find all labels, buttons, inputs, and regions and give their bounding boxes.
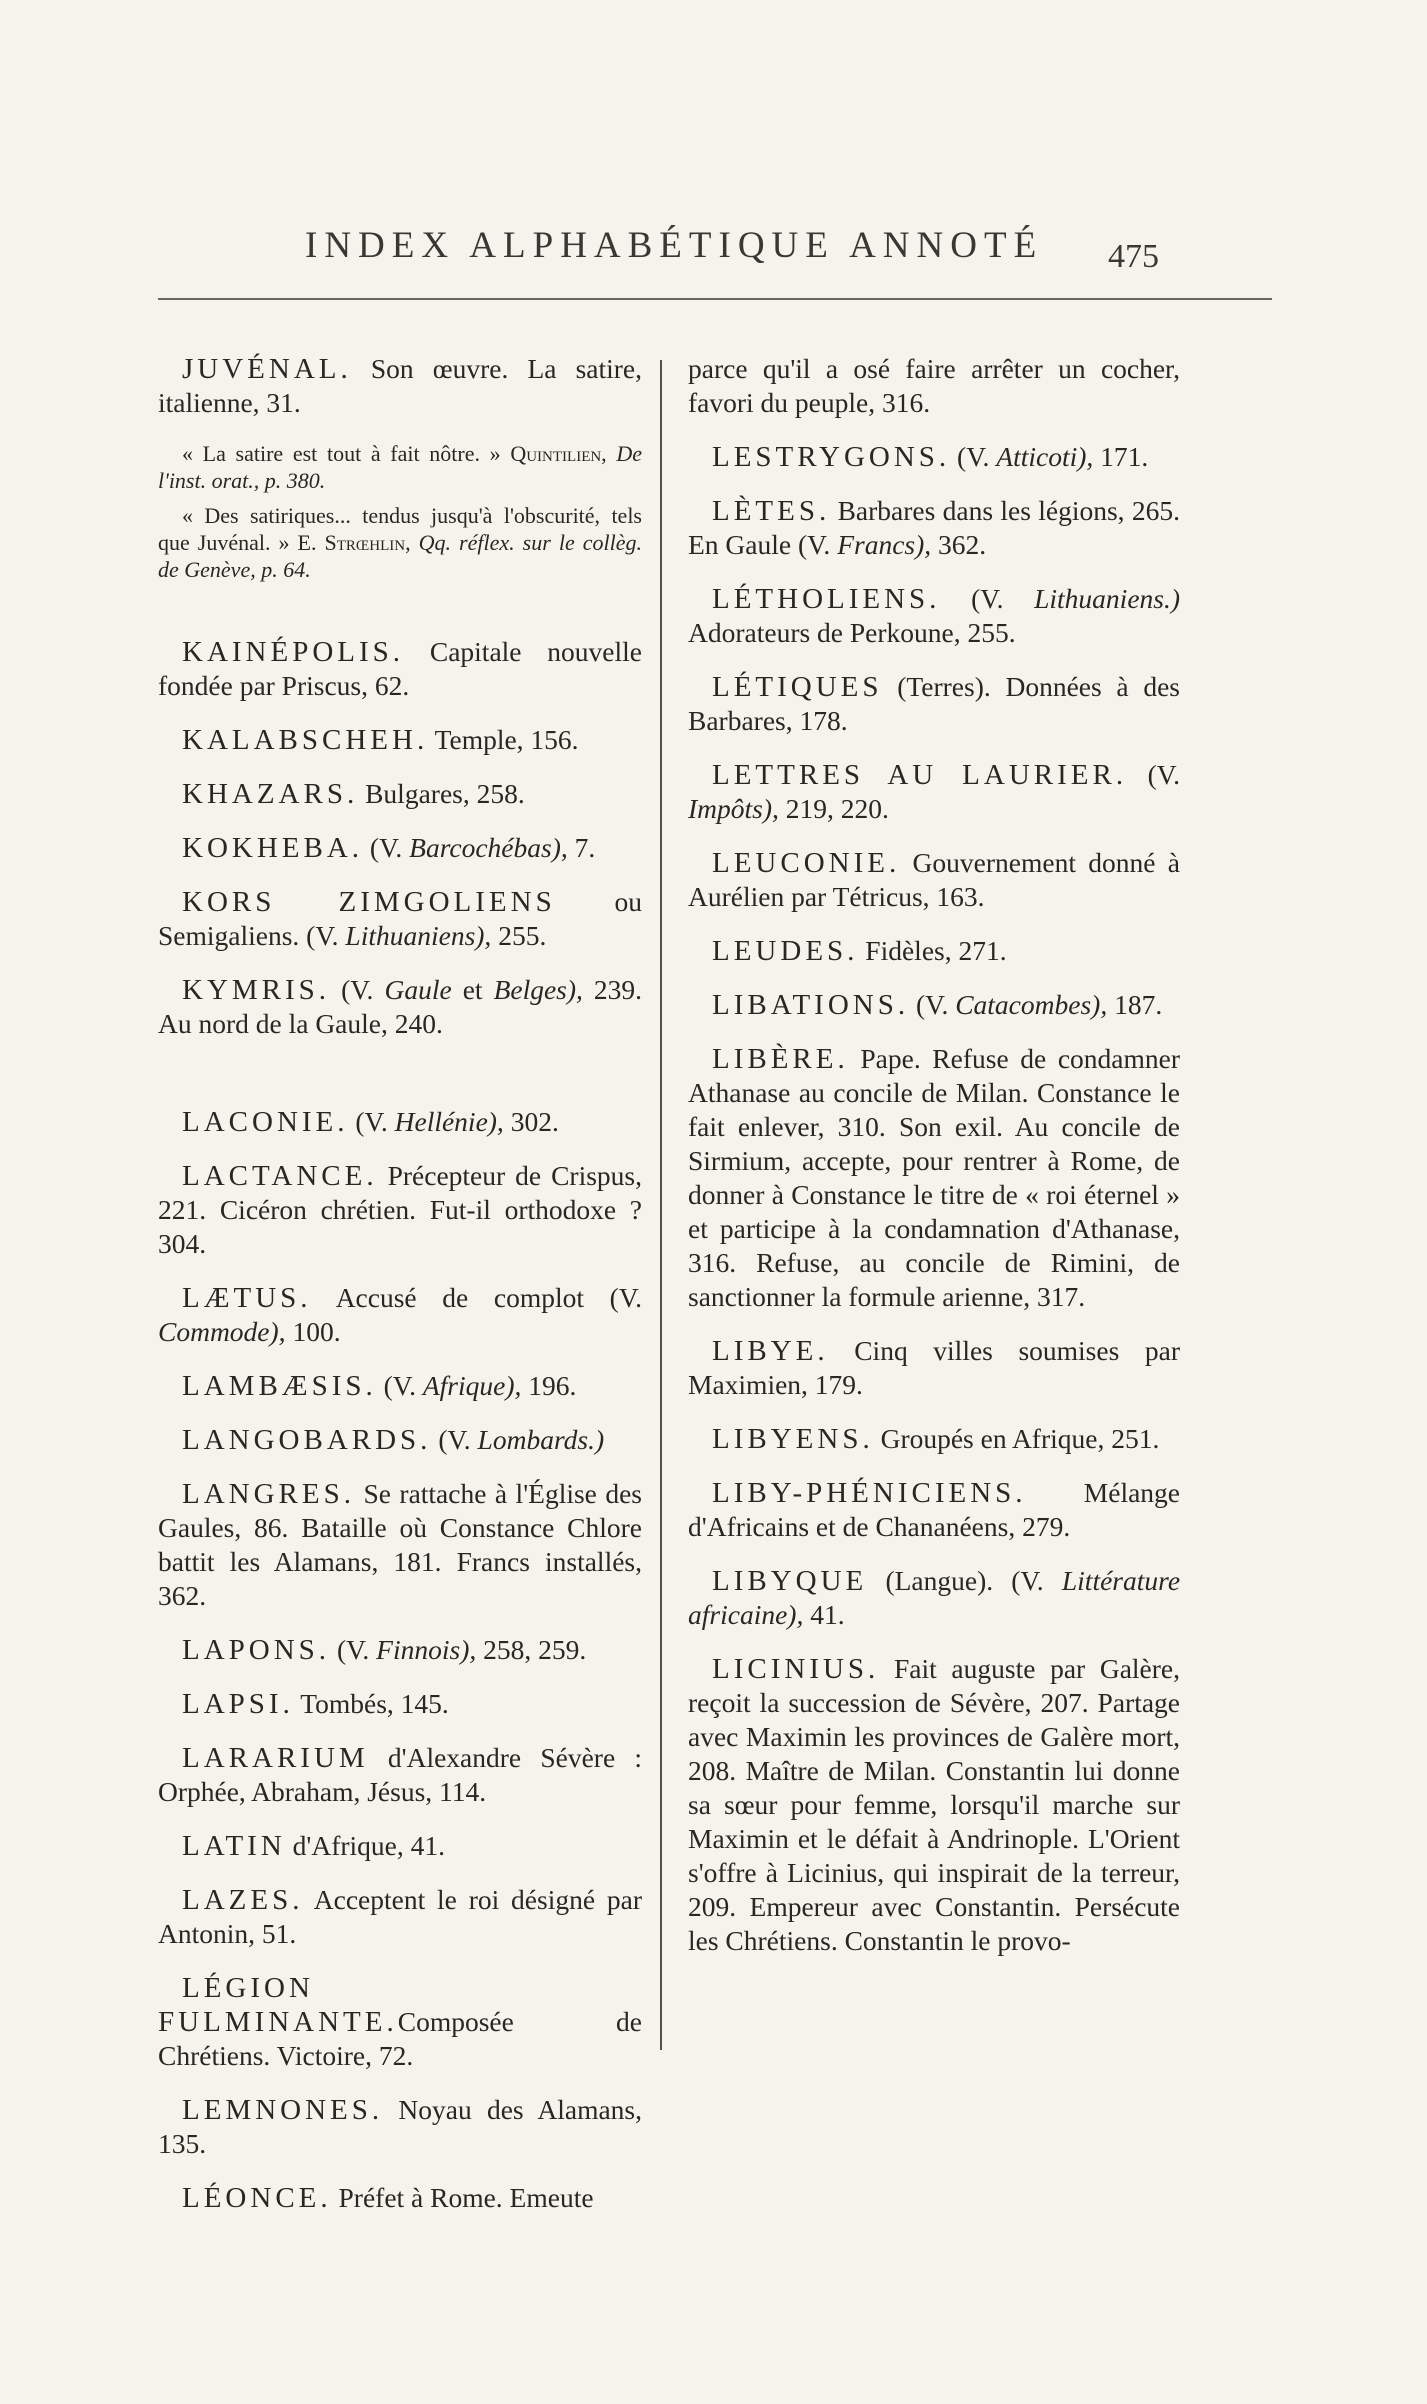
entry-lactance: LACTANCE. Précepteur de Crispus, 221. Cicéron chrétien. Fut-il orthodoxe ? 304. — [158, 1160, 642, 1259]
entry-lararium: LARARIUM d'Alexandre Sévère : Orphée, Abraham, Jésus, 114. — [158, 1742, 642, 1807]
citation-quintilien: « La satire est tout à fait nôtre. » Quintilien, De l'inst. orat., p. 380. — [158, 441, 643, 493]
entry-libere: LIBÈRE. Pape. Refuse de condamner Athanase au concile de Milan. Constance le fait enlever, 310. Son exil. Au concile de Sirmium, accepte, pour rentrer à Rome, de donner à Constance le titre de « roi éternel » et participe à la condamnation d'Athanase, 316. Refuse, au concile de Rimini, de sanctionner la formule arienne, 317. — [688, 1043, 1180, 1312]
entry-leudes: LEUDES. Fidèles, 271. — [712, 935, 1007, 967]
entry-continuation: parce qu'il a osé faire arrêter un cocher, favori du peuple, 316. — [688, 353, 1180, 418]
entry-letes: LÈTES. Barbares dans les légions, 265. En Gaule (V. Francs), 362. — [688, 495, 1180, 560]
entry-laconie: LACONIE. (V. Hellénie), 302. — [182, 1106, 559, 1138]
entry-licinius: LICINIUS. Fait auguste par Galère, reçoit la succession de Sévère, 207. Partage avec Maximin les provinces de Galère mort, 208. Maître de Milan. Constantin lui donne sa sœur pour femme, lorsqu'il marche sur Maximin et le défait à Andrinople. L'Orient s'offre à Licinius, qui inspirait de la terreur, 209. Empereur avec Constantin. Persécute les Chrétiens. Constantin le provo- — [688, 1653, 1180, 1956]
entry-laetus: LÆTUS. Accusé de complot (V. Commode), 100. — [158, 1282, 643, 1347]
entry-kokheba: KOKHEBA. (V. Barcochébas), 7. — [182, 832, 596, 864]
entry-libyque: LIBYQUE (Langue). (V. Littérature africaine), 41. — [688, 1565, 1181, 1630]
entry-langobards: LANGOBARDS. (V. Lombards.) — [182, 1424, 605, 1456]
entry-lapons: LAPONS. (V. Finnois), 258, 259. — [182, 1634, 587, 1666]
entry-lazes: LAZES. Acceptent le roi désigné par Antonin, 51. — [158, 1884, 642, 1949]
entry-lettres-au-laurier: LETTRES AU LAURIER. (V. Impôts), 219, 220. — [688, 759, 1180, 824]
entry-libations: LIBATIONS. (V. Catacombes), 187. — [712, 989, 1163, 1021]
entry-latin: LATIN d'Afrique, 41. — [182, 1830, 445, 1862]
entry-legion-fulminante: LÉGION FULMINANTE.Composée de Chrétiens. Victoire, 72. — [158, 1972, 642, 2071]
entry-khazars: KHAZARS. Bulgares, 258. — [182, 778, 525, 810]
entry-letholiens: LÉTHOLIENS. (V. Lithuaniens.) Adorateurs de Perkoune, 255. — [688, 583, 1181, 648]
entry-leuconie: LEUCONIE. Gouvernement donné à Aurélien par Tétricus, 163. — [688, 847, 1180, 912]
header-rule — [158, 298, 1272, 300]
right-column — [688, 352, 1180, 1978]
page-number: 475 — [1108, 238, 1159, 275]
left-column — [158, 352, 642, 2235]
entry-lambaesis: LAMBÆSIS. (V. Afrique), 196. — [182, 1370, 577, 1402]
entry-leonce: LÉONCE. Préfet à Rome. Emeute — [182, 2182, 594, 2214]
entry-kalabscheh: KALABSCHEH. Temple, 156. — [182, 724, 579, 756]
entry-lemnones: LEMNONES. Noyau des Alamans, 135. — [158, 2094, 643, 2159]
column-divider — [660, 360, 662, 2050]
entry-langres: LANGRES. Se rattache à l'Église des Gaules, 86. Bataille où Constance Chlore battit les Alamans, 181. Francs installés, 362. — [158, 1478, 642, 1611]
entry-letiques: LÉTIQUES (Terres). Données à des Barbares, 178. — [688, 671, 1180, 736]
entry-kainepolis: KAINÉPOLIS. Capitale nouvelle fondée par Priscus, 62. — [158, 636, 643, 701]
entry-kors-zimgoliens: KORS ZIMGOLIENS ou Semigaliens. (V. Lithuaniens), 255. — [158, 886, 642, 951]
entry-kymris: KYMRIS. (V. Gaule et Belges), 239. Au nord de la Gaule, 240. — [158, 974, 643, 1039]
section-gap — [158, 1061, 642, 1105]
citation-stroehlin: « Des satiriques... tendus jusqu'à l'obscurité, tels que Juvénal. » E. Strœhlin, Qq. réflex. sur le collèg. de Genève, p. 64. — [158, 503, 642, 582]
entry-liby-pheniciens: LIBY-PHÉNICIENS. Mélange d'Africains et de Chananéens, 279. — [688, 1477, 1180, 1542]
entry-libyens: LIBYENS. Groupés en Afrique, 251. — [712, 1423, 1160, 1455]
section-gap — [158, 591, 642, 635]
entry-lapsi: LAPSI. Tombés, 145. — [182, 1688, 449, 1720]
running-header: INDEX ALPHABÉTIQUE ANNOTÉ — [305, 225, 1044, 266]
entry-juvenal: JUVÉNAL. Son œuvre. La satire, italienne, 31. — [158, 353, 642, 418]
entry-lestrygons: LESTRYGONS. (V. Atticoti), 171. — [712, 441, 1149, 473]
entry-libye: LIBYE. Cinq villes soumises par Maximien, 179. — [688, 1335, 1180, 1400]
